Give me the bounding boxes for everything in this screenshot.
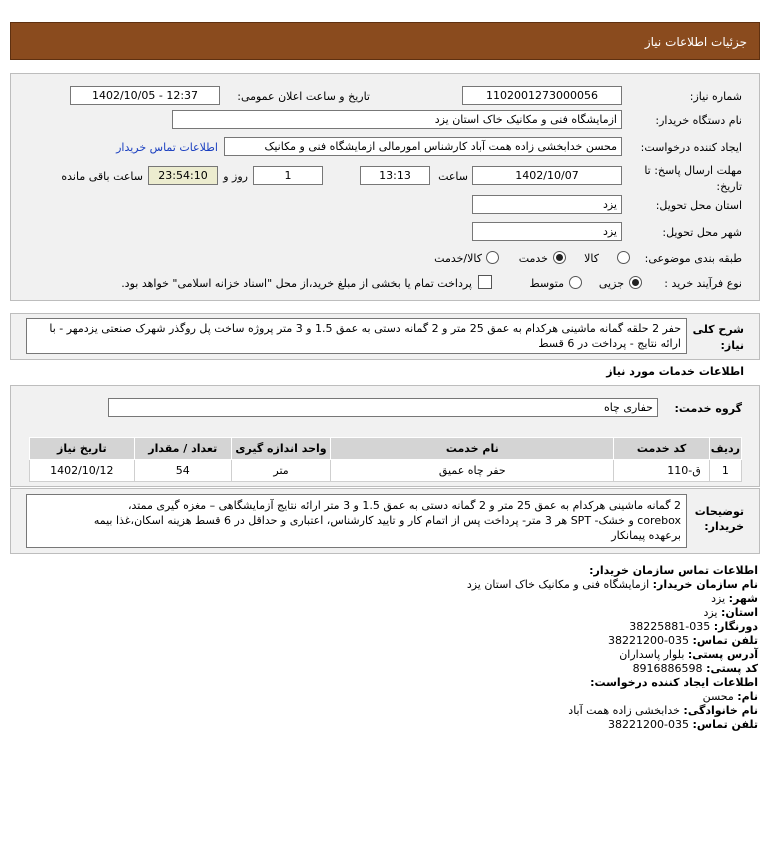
contact-province-label: استان: xyxy=(721,606,758,619)
city-label: شهر محل تحویل: xyxy=(662,226,742,239)
col-row: ردیف xyxy=(709,438,741,460)
contact-city-label: شهر: xyxy=(728,592,758,605)
creator-phone-value: 035-38221200 xyxy=(608,718,690,731)
remaining-time-field: 23:54:10 xyxy=(148,166,218,185)
treasury-note: پرداخت تمام یا بخشی از مبلغ خرید،از محل "اسناد خزانه اسلامی" خواهد بود. xyxy=(121,277,472,290)
days-label: روز و xyxy=(223,170,248,183)
summary-label-2: نیاز: xyxy=(720,339,744,352)
contact-title: اطلاعات تماس سازمان خریدار: xyxy=(589,564,758,577)
category-option-goods-service: کالا/خدمت xyxy=(434,252,482,265)
need-number-label: شماره نیاز: xyxy=(689,90,742,103)
treasury-checkbox[interactable] xyxy=(478,275,492,289)
deadline-time-label: ساعت xyxy=(438,170,468,183)
cell-code: ق-110 xyxy=(614,460,709,482)
deadline-label: مهلت ارسال پاسخ: تا xyxy=(644,164,742,177)
remaining-days-field[interactable]: 1 xyxy=(253,166,323,185)
summary-label: شرح کلی xyxy=(692,323,744,336)
category-label: طبقه بندی موضوعی: xyxy=(644,252,742,265)
col-name: نام خدمت xyxy=(331,438,614,460)
col-unit: واحد اندازه گیری xyxy=(231,438,330,460)
category-radio-goods-service[interactable] xyxy=(486,251,499,264)
deadline-date-field[interactable]: 1402/10/07 xyxy=(472,166,622,185)
category-radio-goods[interactable] xyxy=(617,251,630,264)
buyer-notes-line-3: برعهده پیمانکار xyxy=(611,529,681,542)
buyer-notes-text xyxy=(26,494,687,548)
address-value: بلوار پاسداران xyxy=(619,648,685,661)
services-table xyxy=(29,437,742,482)
page-header xyxy=(10,22,760,60)
buyer-notes-line-2: corebox و خشک- SPT هر 3 متر- پرداخت پس از اتمام کار و تایید کارشناس، اعتباری و حداقل در 6 قسط هزینه اسکان،غذا بیمه xyxy=(93,514,681,527)
city-field[interactable]: یزد xyxy=(472,222,622,241)
category-radio-service[interactable] xyxy=(553,251,566,264)
fax-label: دورنگار: xyxy=(713,620,758,633)
phone-value: 035-38221200 xyxy=(608,634,690,647)
process-type-label: نوع فرآیند خرید : xyxy=(664,277,742,290)
cell-qty: 54 xyxy=(134,460,231,482)
services-table-header xyxy=(30,438,742,460)
contact-city-value: یزد xyxy=(711,592,726,605)
announce-date-label: تاریخ و ساعت اعلان عمومی: xyxy=(237,90,370,103)
cell-unit: متر xyxy=(231,460,330,482)
process-option-minor: جزیی xyxy=(598,277,624,290)
service-group-label: گروه خدمت: xyxy=(674,402,742,415)
creator-label: ایجاد کننده درخواست: xyxy=(640,141,742,154)
process-option-medium: متوسط xyxy=(529,277,564,290)
col-code: کد خدمت xyxy=(614,438,709,460)
postal-code-label: کد پستی: xyxy=(706,662,758,675)
buyer-name-field[interactable]: ازمایشگاه فنی و مکانیک خاک استان یزد xyxy=(172,110,622,129)
buyer-notes-label: توضیحات xyxy=(694,505,744,518)
page-title: جزئیات اطلاعات نیاز xyxy=(644,35,747,49)
postal-code-value: 8916886598 xyxy=(632,662,703,675)
contact-province-value: یزد xyxy=(703,606,718,619)
creator-family-label: نام خانوادگی: xyxy=(683,704,758,717)
process-radio-medium[interactable] xyxy=(569,276,582,289)
org-label: نام سازمان خریدار: xyxy=(652,578,758,591)
buyer-name-label: نام دستگاه خریدار: xyxy=(655,114,742,127)
cell-date: 1402/10/12 xyxy=(30,460,135,482)
creator-family-value: خدابخشی زاده همت آباد xyxy=(568,704,680,717)
cell-name: حفر چاه عمیق xyxy=(331,460,614,482)
col-qty: تعداد / مقدار xyxy=(134,438,231,460)
creator-field[interactable]: محسن خدابخشی زاده همت آباد کارشناس امورمالی ازمایشگاه فنی و مکانیک xyxy=(224,137,622,156)
address-label: آدرس پستی: xyxy=(687,648,758,661)
province-label: استان محل تحویل: xyxy=(655,199,742,212)
remaining-time-label: ساعت باقی مانده xyxy=(61,170,143,183)
creator-name-label: نام: xyxy=(737,690,758,703)
service-group-field[interactable]: حفاری چاه xyxy=(108,398,658,417)
need-info-panel xyxy=(10,73,760,301)
deadline-label-date: تاریخ: xyxy=(716,180,742,193)
phone-label: تلفن تماس: xyxy=(692,634,758,647)
buyer-contact-info xyxy=(467,564,758,732)
creator-name-value: محسن xyxy=(702,690,734,703)
buyer-notes-line-1: 2 گمانه ماشینی هرکدام به عمق 25 متر و 2 گمانه دستی به عمق 1.5 و 3 متر ارائه نتایج آزمایشگاهی – مغزه گیری ممتد، xyxy=(127,499,681,512)
buyer-contact-link[interactable]: اطلاعات تماس خریدار xyxy=(116,141,218,154)
summary-text: حفر 2 حلقه گمانه ماشینی هرکدام به عمق 25 متر و 2 گمانه دستی به عمق 1.5 و 3 متر پروژه ساخت پل روگذر شهرک صنعتی یزدمهر - با ارائه نتایج - پرداخت در 6 قسط xyxy=(26,318,687,354)
services-section-title: اطلاعات خدمات مورد نیاز xyxy=(606,365,744,378)
deadline-time-field[interactable]: 13:13 xyxy=(360,166,430,185)
table-row[interactable] xyxy=(30,460,742,482)
province-field[interactable]: یزد xyxy=(472,195,622,214)
need-number-field[interactable]: 1102001273000056 xyxy=(462,86,622,105)
category-option-goods: کالا xyxy=(584,252,599,265)
creator-phone-label: تلفن تماس: xyxy=(692,718,758,731)
announce-date-field[interactable]: 1402/10/05 - 12:37 xyxy=(70,86,220,105)
buyer-notes-label-2: خریدار: xyxy=(704,520,744,533)
col-date: تاریخ نیاز xyxy=(30,438,135,460)
category-option-service: خدمت xyxy=(518,252,548,265)
creator-info-title: اطلاعات ایجاد کننده درخواست: xyxy=(590,676,758,689)
cell-row: 1 xyxy=(709,460,741,482)
org-value: ازمایشگاه فنی و مکانیک خاک استان یزد xyxy=(466,578,650,591)
fax-value: 035-38225881 xyxy=(629,620,711,633)
process-radio-minor[interactable] xyxy=(629,276,642,289)
